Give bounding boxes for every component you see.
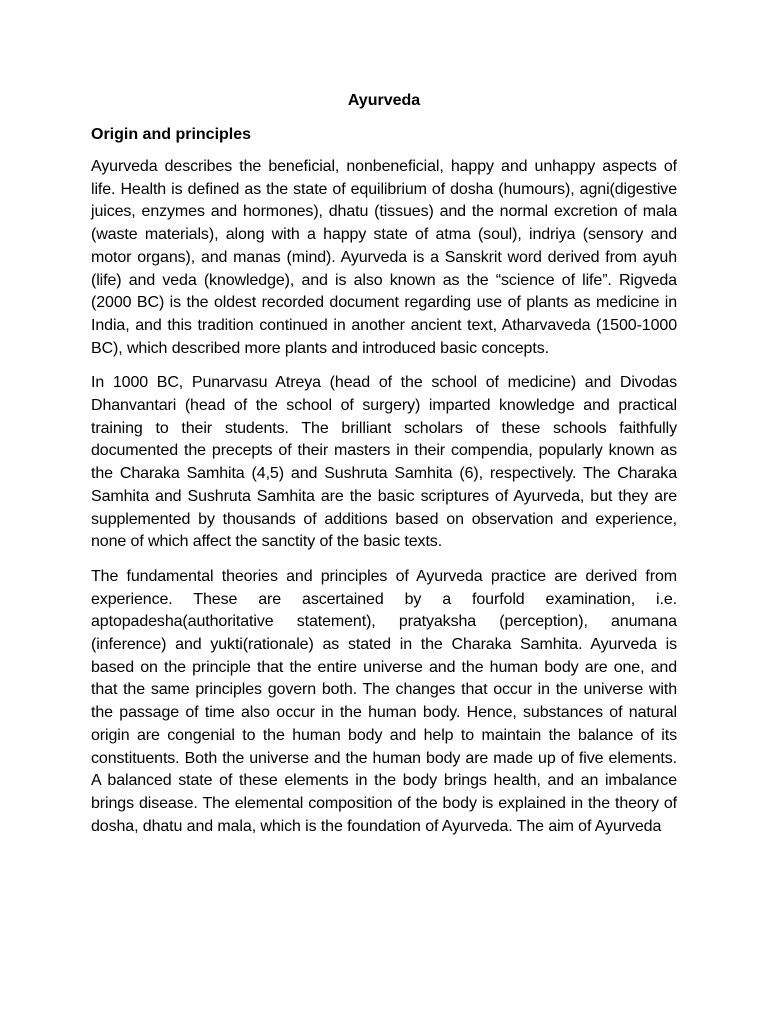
document-page	[91, 90, 677, 850]
document-title: Ayurveda	[347, 92, 421, 109]
section-heading: Origin and principles	[91, 126, 252, 143]
paragraph-2: In 1000 BC, Punarvasu Atreya (head of the school of medicine) and Divodas Dhanvantari (head of the school of surgery) imparted knowledge and practical training to their students. The brilliant scholars of these schools faithfully documented the precepts of their masters in their compendia, popularly known as the Charaka Samhita (4,5) and Sushruta Samhita (6), respectively. The Charaka Samhita and Sushruta Samhita are the basic scriptures of Ayurveda, but they are supplemented by thousands of additions based on observation and experience, none of which affect the sanctity of the basic texts.	[91, 374, 677, 551]
paragraph-3: The fundamental theories and principles of Ayurveda practice are derived from experience. These are ascertained by a fourfold examination, i.e. aptopadesha(authoritative statement), pratyaksha (perception), anumana (inference) and yukti(rationale) as stated in the Charaka Samhita. Ayurveda is based on the principle that the entire universe and the human body are one, and that the same principles govern both. The changes that occur in the universe with the passage of time also occur in the human body. Hence, substances of natural origin are congenial to the human body and help to maintain the balance of its constituents. Both the universe and the human body are made up of five elements. A balanced state of these elements in the body brings health, and an imbalance brings disease. The elemental composition of the body is explained in the theory of dosha, dhatu and mala, which is the foundation of Ayurveda. The aim of Ayurveda	[91, 567, 677, 835]
paragraph-1: Ayurveda describes the beneficial, nonbeneficial, happy and unhappy aspects of life. Health is defined as the state of equilibrium of dosha (humours), agni(digestive juices, enzymes and hormones), dhatu (tissues) and the normal excretion of mala (waste materials), along with a happy state of atma (soul), indriya (sensory and motor organs), and manas (mind). Ayurveda is a Sanskrit word derived from ayuh (life) and veda (knowledge), and is also known as the “science of life”. Rigveda (2000 BC) is the oldest recorded document regarding use of plants as medicine in India, and this tradition continued in another ancient text, Atharvaveda (1500-1000 BC), which described more plants and introduced basic concepts.	[91, 158, 677, 357]
